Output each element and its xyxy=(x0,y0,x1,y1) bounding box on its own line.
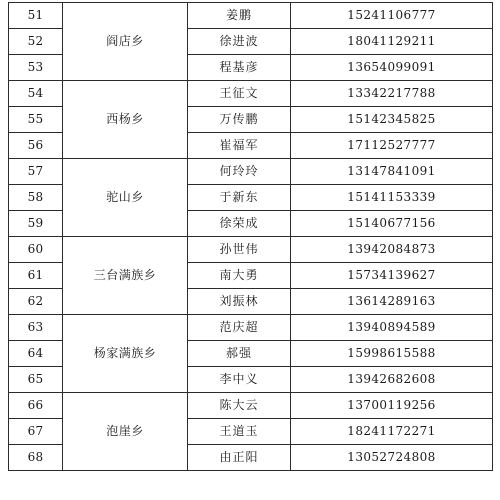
row-number-cell: 60 xyxy=(9,237,63,263)
phone-number-cell: 15141153339 xyxy=(291,185,493,211)
township-cell: 三台满族乡 xyxy=(63,237,188,315)
phone-number-cell: 13700119256 xyxy=(291,393,493,419)
contact-name-cell: 姜鹏 xyxy=(188,3,291,29)
contact-name-cell: 陈大云 xyxy=(188,393,291,419)
phone-number-cell: 15142345825 xyxy=(291,107,493,133)
row-number-cell: 57 xyxy=(9,159,63,185)
row-number-cell: 58 xyxy=(9,185,63,211)
phone-number-cell: 13052724808 xyxy=(291,445,493,471)
phone-number-cell: 15998615588 xyxy=(291,341,493,367)
contact-name-cell: 崔福军 xyxy=(188,133,291,159)
row-number-cell: 56 xyxy=(9,133,63,159)
contact-name-cell: 刘振林 xyxy=(188,289,291,315)
phone-number-cell: 13942682608 xyxy=(291,367,493,393)
row-number-cell: 53 xyxy=(9,55,63,81)
township-cell: 杨家满族乡 xyxy=(63,315,188,393)
row-number-cell: 62 xyxy=(9,289,63,315)
row-number-cell: 54 xyxy=(9,81,63,107)
phone-number-cell: 18241172271 xyxy=(291,419,493,445)
row-number-cell: 61 xyxy=(9,263,63,289)
table-row xyxy=(9,315,493,341)
row-number-cell: 68 xyxy=(9,445,63,471)
phone-number-cell: 13654099091 xyxy=(291,55,493,81)
contact-name-cell: 郝强 xyxy=(188,341,291,367)
row-number-cell: 59 xyxy=(9,211,63,237)
contact-name-cell: 万传鹏 xyxy=(188,107,291,133)
contact-name-cell: 由正阳 xyxy=(188,445,291,471)
table-row xyxy=(9,393,493,419)
row-number-cell: 55 xyxy=(9,107,63,133)
row-number-cell: 66 xyxy=(9,393,63,419)
township-cell: 西杨乡 xyxy=(63,81,188,159)
phone-number-cell: 15734139627 xyxy=(291,263,493,289)
contact-name-cell: 范庆超 xyxy=(188,315,291,341)
contact-table xyxy=(8,2,493,471)
contact-name-cell: 徐进波 xyxy=(188,29,291,55)
phone-number-cell: 13614289163 xyxy=(291,289,493,315)
contact-name-cell: 南大勇 xyxy=(188,263,291,289)
table-row xyxy=(9,237,493,263)
contact-name-cell: 王征文 xyxy=(188,81,291,107)
phone-number-cell: 15140677156 xyxy=(291,211,493,237)
contact-name-cell: 于新东 xyxy=(188,185,291,211)
row-number-cell: 64 xyxy=(9,341,63,367)
township-cell: 泡崖乡 xyxy=(63,393,188,471)
township-cell: 阎店乡 xyxy=(63,3,188,81)
contact-name-cell: 徐荣成 xyxy=(188,211,291,237)
phone-number-cell: 13940894589 xyxy=(291,315,493,341)
table-row xyxy=(9,3,493,29)
row-number-cell: 67 xyxy=(9,419,63,445)
phone-number-cell: 13342217788 xyxy=(291,81,493,107)
contact-name-cell: 孙世伟 xyxy=(188,237,291,263)
contact-name-cell: 王道玉 xyxy=(188,419,291,445)
phone-number-cell: 13942084873 xyxy=(291,237,493,263)
contact-name-cell: 何玲玲 xyxy=(188,159,291,185)
contact-name-cell: 李中义 xyxy=(188,367,291,393)
table-row xyxy=(9,159,493,185)
row-number-cell: 52 xyxy=(9,29,63,55)
phone-number-cell: 13147841091 xyxy=(291,159,493,185)
row-number-cell: 65 xyxy=(9,367,63,393)
township-cell: 驼山乡 xyxy=(63,159,188,237)
phone-number-cell: 17112527777 xyxy=(291,133,493,159)
contact-name-cell: 程基彦 xyxy=(188,55,291,81)
contact-table-body xyxy=(9,3,493,471)
phone-number-cell: 15241106777 xyxy=(291,3,493,29)
table-row xyxy=(9,81,493,107)
phone-number-cell: 18041129211 xyxy=(291,29,493,55)
row-number-cell: 63 xyxy=(9,315,63,341)
row-number-cell: 51 xyxy=(9,3,63,29)
